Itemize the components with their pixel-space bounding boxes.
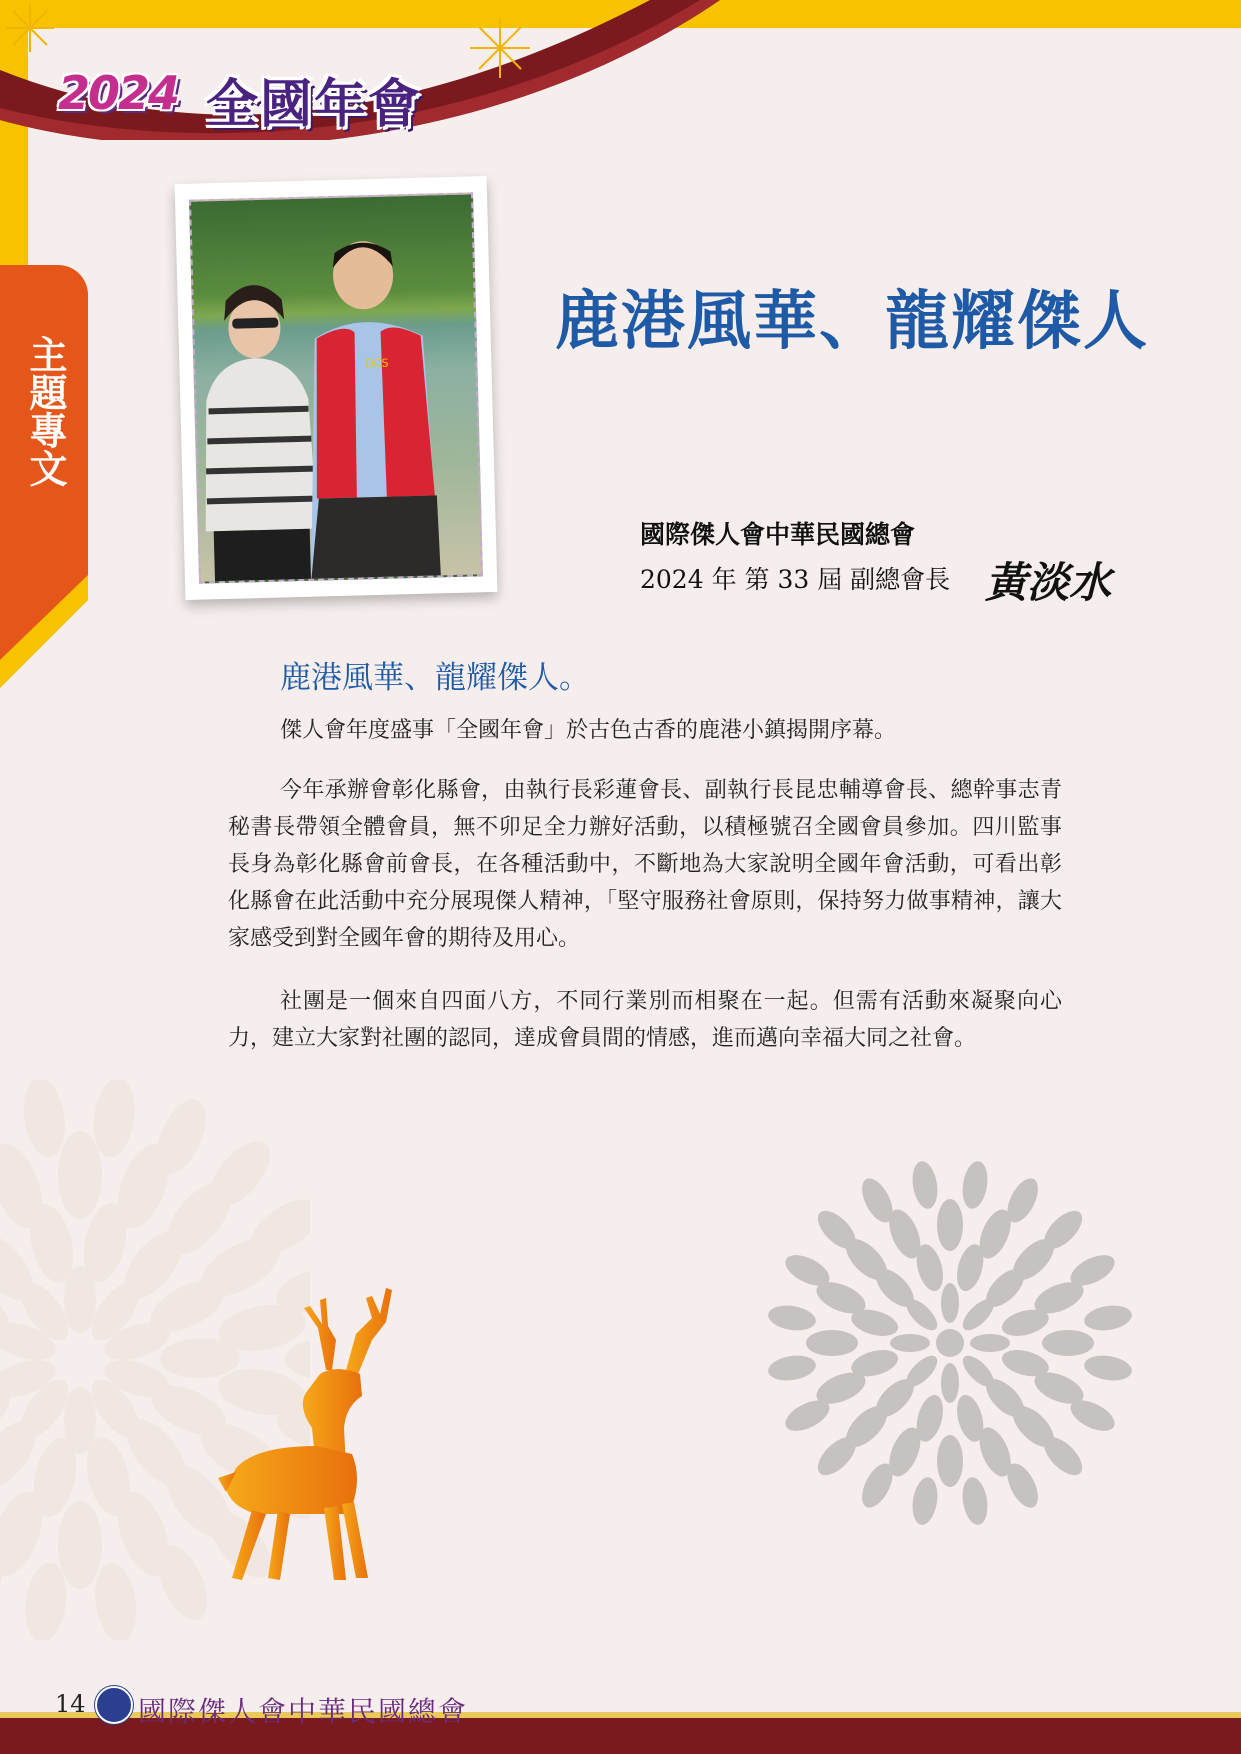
logo-year: 2024 bbox=[58, 66, 179, 120]
petal bbox=[937, 1435, 963, 1487]
petal bbox=[58, 1131, 102, 1219]
petal bbox=[58, 1501, 102, 1589]
footer-organization: 國際傑人會中華民國總會 bbox=[138, 1695, 469, 1728]
petal bbox=[806, 1330, 858, 1356]
petal bbox=[766, 1302, 817, 1333]
logo-title: 全國年會 bbox=[206, 75, 423, 135]
author-signature: 黃淡水 bbox=[985, 558, 1112, 607]
petal bbox=[19, 1080, 70, 1160]
article-paragraph: 傑人會年度盛事「全國年會」於古色古香的鹿港小鎮揭開序幕。 bbox=[280, 718, 897, 743]
author-photo bbox=[175, 176, 498, 600]
petal bbox=[766, 1352, 817, 1383]
petal bbox=[1042, 1330, 1094, 1356]
petal bbox=[1082, 1302, 1133, 1333]
article-paragraph: 今年承辦會彰化縣會，由執行長彩蓮會長、副執行長昆忠輔導會長、總幹事志青秘書長帶領全體會員，無不卯足全力辦好活動，以積極號召全國會員參加。四川監事長身為彰化縣會前會長，在各種活動中，不斷地為大家說明全國年會活動，可看出彰化縣會在此活動中充分展現傑人精神，「堅守服務社會原則，保持努力做事精神，讓大家感受到對全國年會的期待及用心。 bbox=[228, 778, 1062, 951]
author-organization: 國際傑人會中華民國總會 bbox=[640, 520, 916, 549]
petal bbox=[937, 1199, 963, 1251]
petal bbox=[90, 1560, 141, 1640]
petal bbox=[1082, 1352, 1133, 1383]
article-title: 鹿港風華、龍耀傑人 bbox=[555, 284, 1149, 359]
author-role: 2024 年 第 33 屆 副總會長 bbox=[640, 565, 951, 594]
side-tab-label: 主題專文 bbox=[23, 335, 67, 487]
svg-text:DCS: DCS bbox=[365, 356, 389, 371]
petal bbox=[959, 1475, 990, 1526]
flower-pattern-icon bbox=[755, 1148, 1145, 1538]
petal bbox=[941, 1283, 959, 1323]
firework-icon bbox=[470, 18, 530, 78]
petal bbox=[970, 1334, 1010, 1352]
petal bbox=[890, 1334, 930, 1352]
petal bbox=[909, 1159, 940, 1210]
petal bbox=[909, 1475, 940, 1526]
jaycees-emblem-icon bbox=[95, 1686, 133, 1724]
article-paragraph: 社團是一個來自四面八方，不同行業別而相聚在一起。但需有活動來凝聚向心力，建立大家對社團的認同，達成會員間的情感，進而邁向幸福大同之社會。 bbox=[228, 989, 1062, 1051]
article-lead: 鹿港風華、龍耀傑人。 bbox=[280, 660, 590, 696]
event-logo bbox=[58, 56, 458, 134]
petal bbox=[941, 1363, 959, 1403]
photo-image bbox=[189, 192, 483, 583]
page-number: 14 bbox=[55, 1690, 86, 1718]
petal bbox=[959, 1159, 990, 1210]
deer-icon bbox=[196, 1278, 426, 1588]
